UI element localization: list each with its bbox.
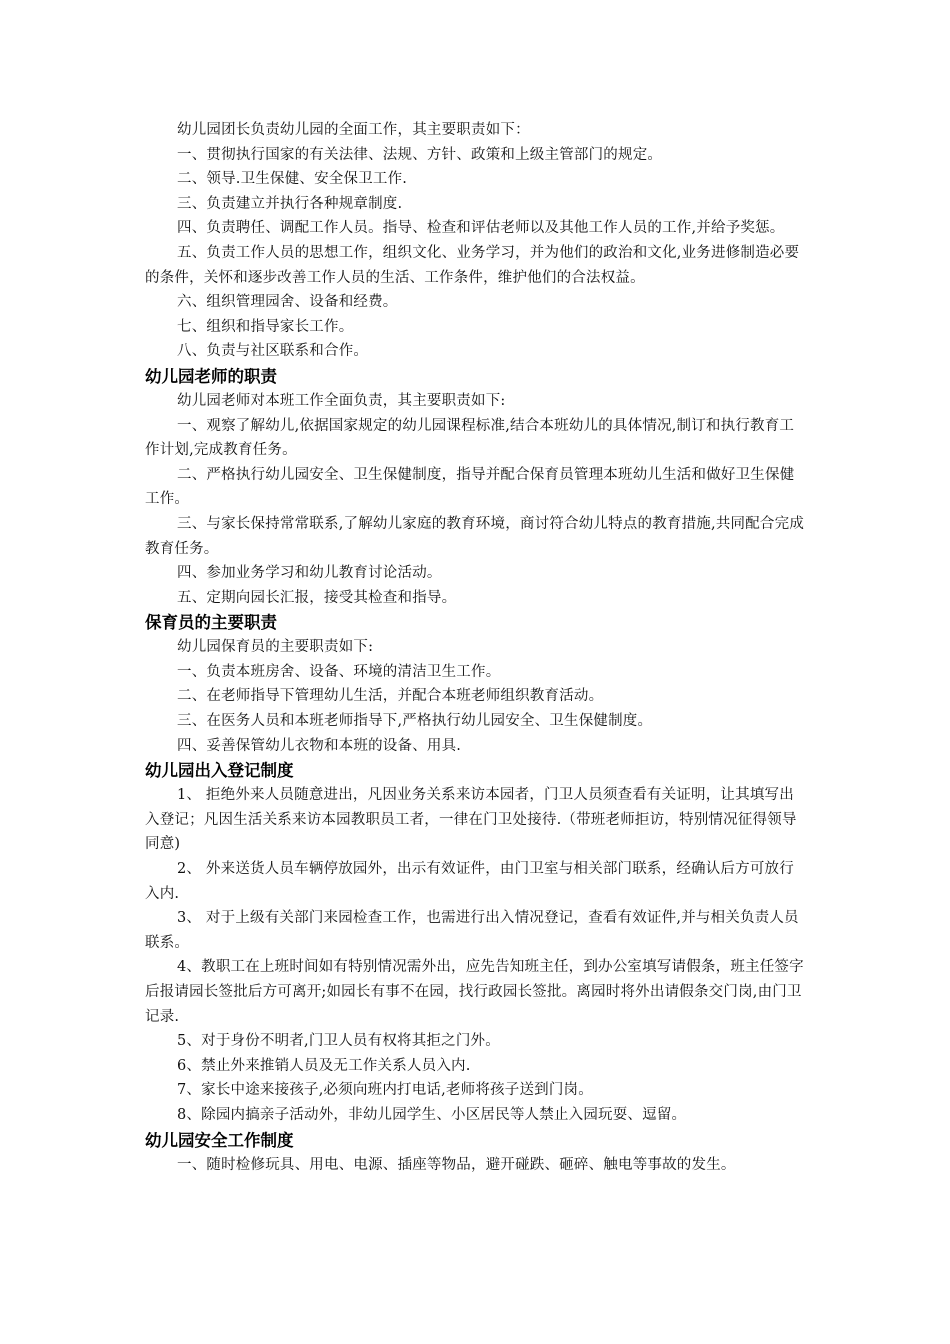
caregiver-section bbox=[145, 610, 805, 758]
entry-section bbox=[145, 758, 805, 1127]
safety-heading: 幼儿园安全工作制度 bbox=[145, 1130, 294, 1150]
teacher-heading: 幼儿园老师的职责 bbox=[145, 366, 277, 386]
teacher-item: 三、与家长保持常常联系,了解幼儿家庭的教育环境，商讨符合幼儿特点的教育措施,共同配合完成教育任务。 bbox=[145, 515, 805, 557]
director-section bbox=[145, 118, 805, 364]
entry-item: 3、 对于上级有关部门来园检查工作，也需进行出入情况登记，查看有效证件,并与相关负责人员联系。 bbox=[145, 910, 799, 951]
caregiver-heading: 保育员的主要职责 bbox=[145, 613, 277, 633]
entry-heading: 幼儿园出入登记制度 bbox=[145, 761, 294, 781]
safety-section bbox=[145, 1128, 805, 1178]
teacher-item: 一、观察了解幼儿,依据国家规定的幼儿园课程标准,结合本班幼儿的具体情况,制订和执行教育工作计划,完成教育任务。 bbox=[145, 417, 795, 459]
director-item: 八、负责与社区联系和合作。 bbox=[177, 343, 369, 360]
director-item: 四、负责聘任、调配工作人员。指导、检查和评估老师以及其他工作人员的工作,并给予奖惩。 bbox=[177, 220, 785, 237]
document-page bbox=[145, 118, 805, 1177]
director-item: 二、领导.卫生保健、安全保卫工作. bbox=[177, 171, 408, 188]
caregiver-intro: 幼儿园保育员的主要职责如下: bbox=[177, 639, 374, 656]
director-item: 五、负责工作人员的思想工作，组织文化、业务学习，并为他们的政治和文化,业务进修制造必要的条件，关怀和逐步改善工作人员的生活、工作条件，维护他们的合法权益。 bbox=[145, 244, 800, 286]
teacher-item: 二、严格执行幼儿园安全、卫生保健制度，指导并配合保育员管理本班幼儿生活和做好卫生保健工作。 bbox=[145, 466, 795, 508]
entry-item: 6、禁止外来推销人员及无工作关系人员入内. bbox=[177, 1057, 471, 1074]
safety-item: 一、随时检修玩具、用电、电源、插座等物品，避开碰跌、砸碎、触电等事故的发生。 bbox=[177, 1156, 736, 1173]
director-item: 三、负责建立并执行各种规章制度. bbox=[177, 195, 403, 212]
teacher-item: 四、参加业务学习和幼儿教育讨论活动。 bbox=[177, 565, 442, 582]
caregiver-item: 二、在老师指导下管理幼儿生活，并配合本班老师组织教育活动。 bbox=[177, 688, 604, 705]
entry-item: 5、对于身份不明者,门卫人员有权将其拒之门外。 bbox=[177, 1033, 500, 1050]
caregiver-item: 三、在医务人员和本班老师指导下,严格执行幼儿园安全、卫生保健制度。 bbox=[177, 713, 653, 730]
director-item: 一、贯彻执行国家的有关法律、法规、方针、政策和上级主管部门的规定。 bbox=[177, 146, 663, 163]
teacher-section bbox=[145, 364, 805, 610]
entry-item: 8、除园内搞亲子活动外，非幼儿园学生、小区居民等人禁止入园玩耍、逗留。 bbox=[177, 1106, 687, 1123]
director-intro: 幼儿园团长负责幼儿园的全面工作，其主要职责如下： bbox=[177, 122, 530, 138]
caregiver-item: 一、负责本班房舍、设备、环境的清洁卫生工作。 bbox=[177, 663, 501, 680]
entry-item: 7、家长中途来接孩子,必须向班内打电话,老师将孩子送到门岗。 bbox=[177, 1082, 593, 1099]
teacher-intro: 幼儿园老师对本班工作全面负责，其主要职责如下: bbox=[177, 392, 506, 409]
director-item: 六、组织管理园舍、设备和经费。 bbox=[177, 294, 398, 311]
director-item: 七、组织和指导家长工作。 bbox=[177, 318, 354, 335]
entry-item: 2、 外来送货人员车辆停放园外，出示有效证件，由门卫室与相关部门联系，经确认后方可放行入内. bbox=[145, 861, 794, 902]
entry-item: 1、 拒绝外来人员随意进出，凡因业务关系来访本园者，门卫人员须查看有关证明，让其填写出入登记；凡因生活关系来访本园教职员工者，一律在门卫处接待.（带班老师拒访，特别情况征得领导同意) bbox=[145, 787, 797, 853]
caregiver-item: 四、妥善保管幼儿衣物和本班的设备、用具. bbox=[177, 737, 462, 754]
teacher-item: 五、定期向园长汇报，接受其检查和指导。 bbox=[177, 589, 457, 606]
entry-item: 4、教职工在上班时间如有特别情况需外出，应先告知班主任，到办公室填写请假条，班主任签字后报请园长签批后方可离开;如园长有事不在园，找行政园长签批。离园时将外出请假条交门岗,由门卫记录. bbox=[145, 959, 804, 1025]
